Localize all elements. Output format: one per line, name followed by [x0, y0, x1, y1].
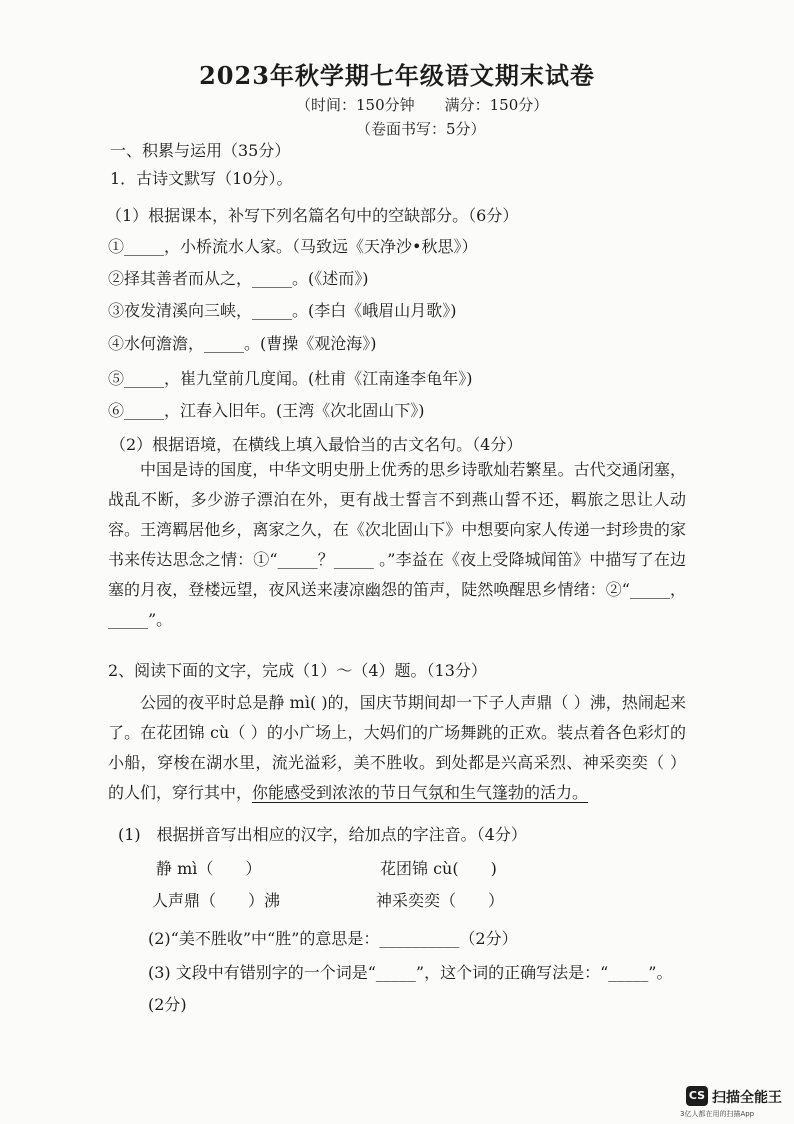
fill-blank-item: ③夜发清溪向三峡，_____。(李白《峨眉山月歌》): [108, 301, 457, 320]
fill-blank-item: ①_____，小桥流水人家。（马致远《天净沙•秋思》）: [108, 237, 478, 256]
question-1-part-2-instruction: （2）根据语境，在横线上填入最恰当的古文名句。（4分）: [110, 435, 523, 454]
pinyin-item: 神采奕奕（ ）: [376, 891, 505, 910]
fill-blank-item: ②择其善者而从之，_____。(《述而》): [108, 269, 369, 288]
question-2-sub-3: (3) 文段中有错别字的一个词是“_____”，这个词的正确写法是：“_____”。: [148, 963, 673, 982]
question-1-part-1-instruction: （1）根据课本，补写下列名篇名句中的空缺部分。（6分）: [106, 206, 519, 225]
question-2-title: 2、阅读下面的文字，完成（1）～（4）题。（13分）: [108, 661, 487, 680]
fill-blank-item: ⑤_____，崔九堂前几度闻。(杜甫《江南逢李龟年》): [108, 369, 473, 388]
watermark-app-name: 扫描全能王: [712, 1090, 782, 1106]
watermark-tagline: 3亿人都在用的扫描App: [680, 1110, 755, 1118]
reading-passage: [108, 688, 686, 808]
pinyin-item: 花团锦 cù( ): [380, 859, 497, 878]
pinyin-item: 静 mì（ ）: [156, 859, 262, 878]
exam-time-info: （时间：150分钟 满分：150分）: [296, 96, 549, 114]
writing-score-info: （卷面书写：5分）: [356, 120, 486, 138]
fill-blank-item: ④水何澹澹，_____。(曹操《观沧海》): [108, 334, 377, 353]
section-heading: 一、积累与运用（35分）: [110, 141, 291, 160]
pinyin-item: 人声鼎（ ）沸: [152, 891, 281, 910]
exam-title: 2023年秋学期七年级语文期末试卷: [199, 61, 595, 90]
passage-underlined-sentence: 你能感受到浓浓的节日气氛和生气篷勃的活力。: [252, 783, 589, 802]
camscanner-logo-icon: CS: [686, 1086, 708, 1106]
question-2-sub-3-score: (2分): [148, 995, 187, 1014]
fill-blank-item: ⑥_____，江春入旧年。(王湾《次北固山下》): [108, 401, 425, 420]
question-2-sub-1-instruction: (1) 根据拼音写出相应的汉字，给加点的字注音。（4分）: [118, 825, 527, 844]
question-2-sub-2: (2)“美不胜收”中“胜”的意思是：__________（2分）: [148, 929, 518, 948]
passage-text: 公园的夜平时总是静 mì( )的，国庆节期间却一下子人声鼎（ ）沸，热闹起来了。在花团锦 cù（ ）的小广场上，大妈们的广场舞跳的正欢。装点着各色彩灯的小船，穿梭在湖水里，流光溢彩，美不胜收。到处都是兴高采烈、神采奕奕（ ）的人们，穿行其中，: [108, 693, 686, 802]
context-paragraph: 中国是诗的国度，中华文明史册上优秀的思乡诗歌灿若繁星。古代交通闭塞，战乱不断，多少游子漂泊在外，更有战士誓言不到燕山誓不还，羁旅之思让人动容。王湾羁居他乡，离家之久，在《次北固山下》中想要向家人传递一封珍贵的家书来传达思念之情：①“_____？_____ 。”李益在《夜上受降城闻笛》中描写了在边塞的月夜，登楼远望，夜风送来凄凉幽怨的笛声，陡然唤醒思乡情绪：②“_____，_____”。: [108, 460, 686, 629]
question-1-title: 1．古诗文默写（10分）。: [110, 169, 293, 188]
